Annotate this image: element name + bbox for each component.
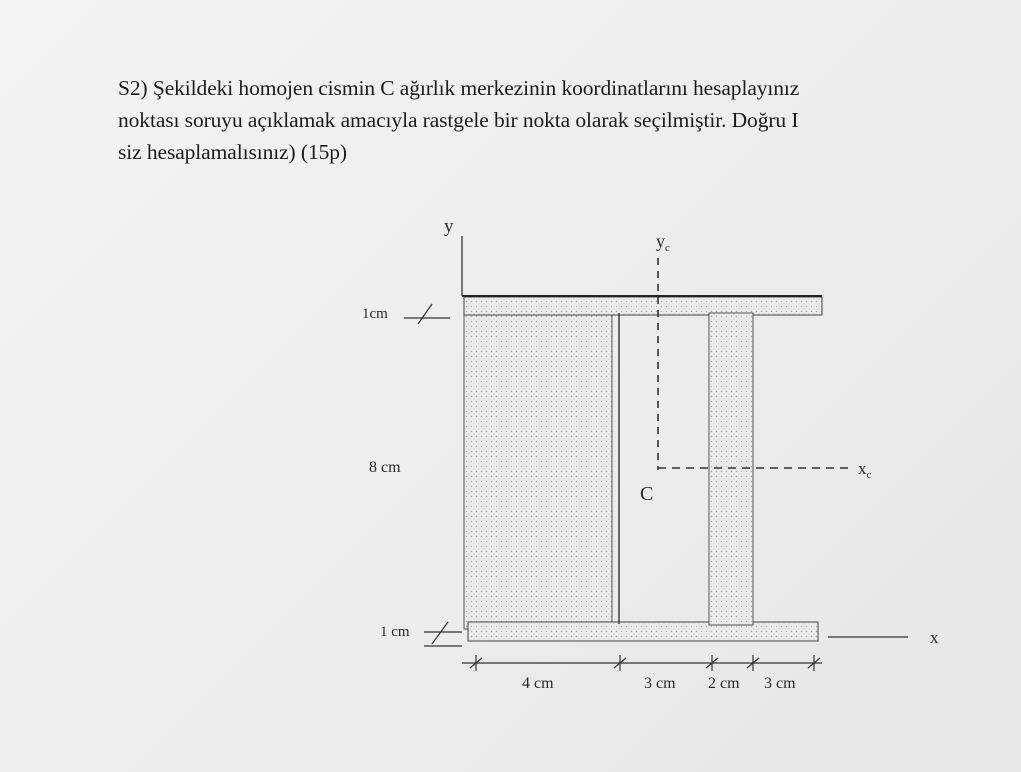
- dim-w3-label: 2 cm: [708, 675, 740, 692]
- bottom-flange: [468, 622, 818, 641]
- dim-w1-label: 4 cm: [522, 675, 554, 692]
- y-axis-label: y: [444, 216, 454, 237]
- centroid-label: C: [640, 483, 654, 505]
- dim-top-tick: [418, 304, 432, 324]
- right-web: [709, 313, 753, 625]
- top-flange: [464, 297, 822, 315]
- xc-axis-label: $x_c$: [858, 459, 872, 481]
- left-web: [464, 299, 612, 629]
- dim-w4-label: 3 cm: [764, 675, 796, 692]
- dim-height-label: 8 cm: [369, 459, 401, 476]
- question-line-1: S2) Şekildeki homojen cismin C ağırlık merkezinin koordinatlarını hesaplayınız: [118, 76, 800, 100]
- dim-w2-label: 3 cm: [644, 675, 676, 692]
- question-line-2: noktası soruyu açıklamak amacıyla rastgele bir nokta olarak seçilmiştir. Doğru I: [118, 108, 799, 132]
- yc-axis-label: $y_c$: [656, 231, 670, 254]
- question-line-3: siz hesaplamalısınız) (15p): [118, 140, 347, 164]
- dim-bottom-label: 1 cm: [380, 624, 410, 640]
- dim-bottom-tick: [432, 622, 448, 644]
- x-axis-label: x: [930, 628, 939, 647]
- dim-top-label: 1cm: [362, 306, 388, 322]
